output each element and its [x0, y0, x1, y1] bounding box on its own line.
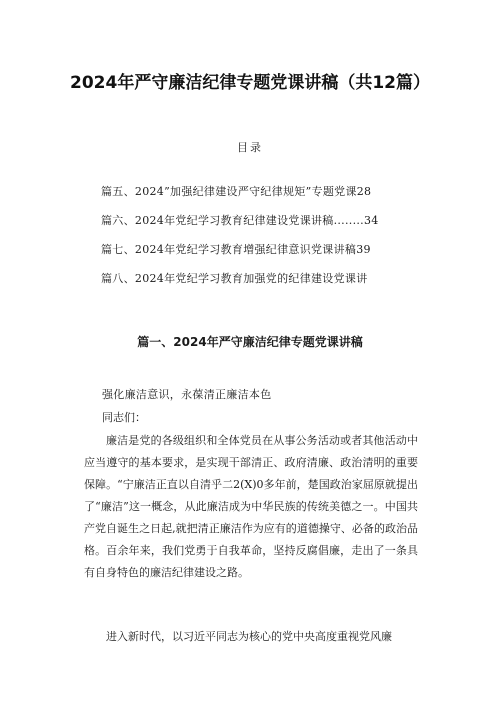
toc-item-8[interactable]: 篇八、2024年党纪学习教育加强党的纪律建设党课讲 [101, 272, 368, 285]
toc-item-6[interactable]: 篇六、2024年党纪学习教育纪律建设党课讲稿........34 [101, 214, 379, 227]
toc-item-7[interactable]: 篇七、2024年党纪学习教育增强纪律意识党课讲稿39 [101, 243, 371, 256]
body-paragraph: 廉洁是党的各级组织和全体党员在从事公务活动或者其他活动中应当遵守的基本要求，是实现干部清正、政府清廉、政治清明的重要保障。“宁廉洁正直以自清乎二2(X)0多年前，楚国政治家屈原就提出了“廉洁”这一概念，从此廉洁成为中华民族的传统美德之一。中国共产党自诞生之日起,就把清正廉洁作为应有的道德操守、必备的政治品格。百余年来，我们党勇于自我革命，坚持反腐倡廉，走出了一条具有自身特色的廉洁纪律建设之路。 [84, 434, 418, 579]
speech-title: 强化廉洁意识，永葆清正廉洁本色 [102, 388, 272, 401]
body-paragraph: 进入新时代，以习近平同志为核心的党中央高度重视党风廉 [106, 630, 392, 643]
section-title: 篇一、2024年严守廉洁纪律专题党课讲稿 [137, 335, 363, 349]
document-title: 2024年严守廉洁纪律专题党课讲稿（共12篇） [70, 73, 430, 93]
toc-heading: 目录 [237, 141, 263, 154]
table-of-contents [101, 185, 431, 301]
salutation: 同志们： [102, 411, 146, 424]
toc-item-5[interactable]: 篇五、2024”加强纪律建设严守纪律规矩”专题党课28 [101, 185, 372, 198]
